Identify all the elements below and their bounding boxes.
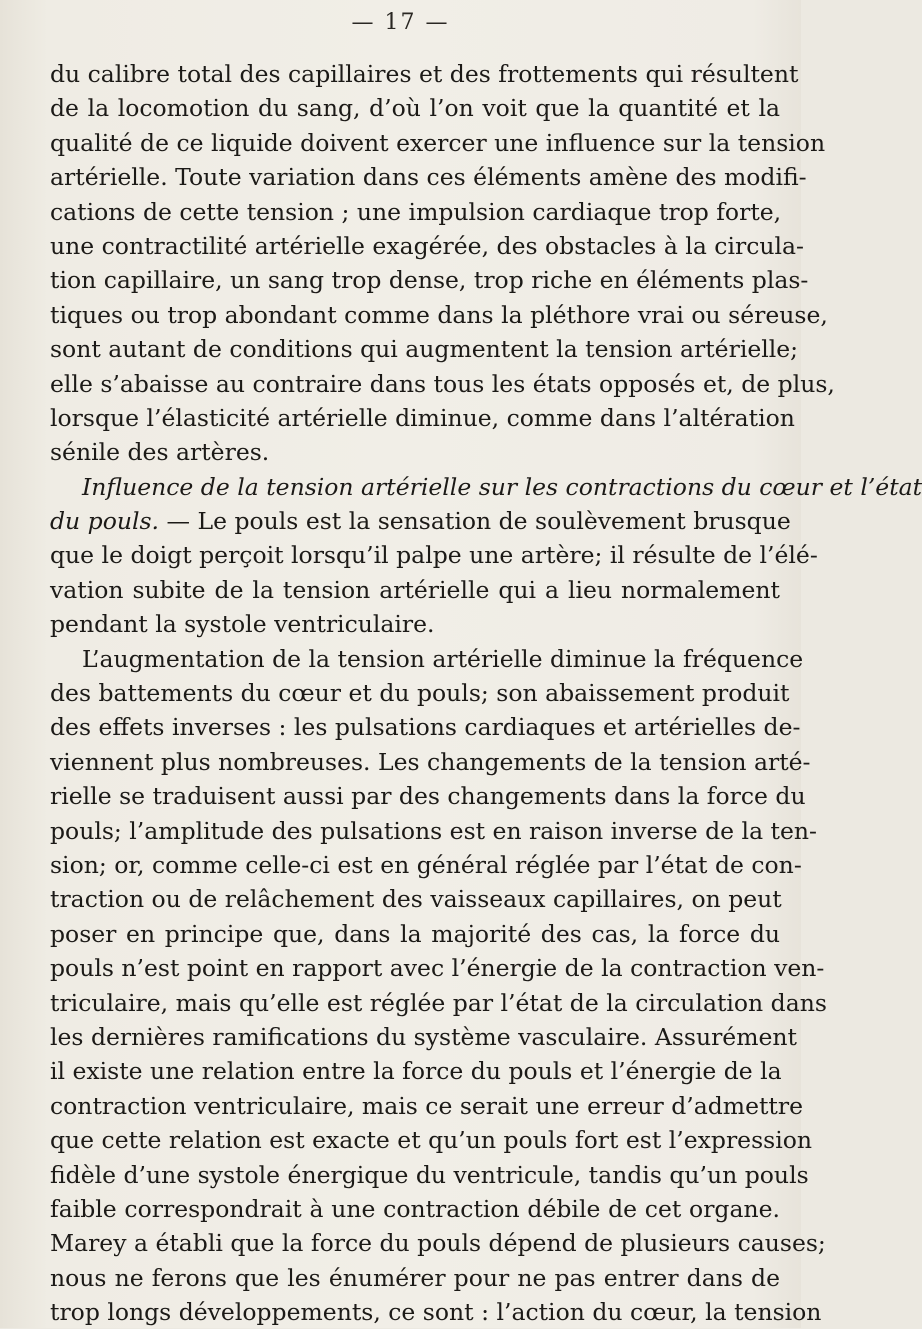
text-line: lorsque l’élasticité artérielle diminue, comme dans l’altération [50, 403, 795, 432]
text-line [50, 504, 791, 538]
text-line: du calibre total des capillaires et des frottements qui résultent [50, 60, 799, 88]
section-heading-end: du pouls. [50, 507, 160, 536]
text-line: triculaire, mais qu’elle est réglée par l’état de la circulation dans [50, 988, 827, 1017]
text-line: pouls; l’amplitude des pulsations est en raison inverse de la ten- [50, 816, 817, 845]
text-line: cations de cette tension ; une impulsion cardiaque trop forte, [50, 197, 782, 226]
text-line: de la locomotion du sang, d’où l’on voit que la quantité et la [50, 94, 780, 123]
text-line: tion capillaire, un sang trop dense, trop riche en éléments plas- [50, 266, 809, 295]
text-line: que cette relation est exacte et qu’un pouls fort est l’expression [50, 1126, 813, 1155]
text-line: tiques ou trop abondant comme dans la pléthore vrai ou séreuse, [50, 300, 828, 329]
section-heading: Influence de la tension artérielle sur les contractions du cœur et l’état [82, 472, 922, 501]
text-line: artérielle. Toute variation dans ces éléments amène des modifi- [50, 163, 807, 192]
text-line: viennent plus nombreuses. Les changements de la tension arté- [50, 747, 811, 776]
text-line: trop longs développements, ce sont : l’action du cœur, la tension [50, 1298, 822, 1327]
text-line: contraction ventriculaire, mais ce serait une erreur d’admettre [50, 1091, 804, 1120]
text-line: sont autant de conditions qui augmentent la tension artérielle; [50, 335, 799, 364]
text-line: pendant la systole ventriculaire. [50, 610, 435, 639]
paragraph-tension-frequence [50, 642, 827, 1329]
text-line: pouls n’est point en rapport avec l’énergie de la contraction ven- [50, 954, 825, 983]
text-line: qualité de ce liquide doivent exercer une influence sur la tension [50, 128, 826, 157]
text-line: nous ne ferons que les énumérer pour ne pas entrer dans de [50, 1263, 780, 1292]
text-line: poser en principe que, dans la majorité des cas, la force du [50, 919, 780, 948]
section-heading-continuation: — Le pouls est la sensation de soulèvement brusque [159, 507, 791, 536]
section-influence-pouls [50, 470, 922, 642]
text-line: des effets inverses : les pulsations cardiaques et artérielles de- [50, 713, 801, 742]
text-line: elle s’abaisse au contraire dans tous les états opposés et, de plus, [50, 369, 835, 398]
text-line: faible correspondrait à une contraction débile de cet organe. [50, 1194, 780, 1223]
paragraph-circulation [50, 57, 835, 470]
text-line: rielle se traduisent aussi par des changements dans la force du [50, 782, 806, 811]
text-line: il existe une relation entre la force du pouls et l’énergie de la [50, 1057, 782, 1086]
text-line: traction ou de relâchement des vaisseaux capillaires, on peut [50, 885, 782, 914]
text-line: L’augmentation de la tension artérielle diminue la fréquence [82, 644, 804, 673]
text-line: sénile des artères. [50, 438, 270, 467]
page-number: — 17 — [351, 10, 450, 35]
text-line: fidèle d’une systole énergique du ventricule, tandis qu’un pouls [50, 1160, 809, 1189]
body-text [50, 57, 922, 1329]
text-line: des battements du cœur et du pouls; son abaissement produit [50, 679, 790, 708]
text-line: sion; or, comme celle-ci est en général réglée par l’état de con- [50, 850, 802, 879]
text-line: que le doigt perçoit lorsqu’il palpe une artère; il résulte de l’élé- [50, 541, 818, 570]
text-line: vation subite de la tension artérielle qui a lieu normalement [50, 575, 780, 604]
text-line: Marey a établi que la force du pouls dépend de plusieurs causes; [50, 1229, 826, 1258]
text-line: les dernières ramifications du système vasculaire. Assurément [50, 1022, 797, 1051]
text-line: une contractilité artérielle exagérée, des obstacles à la circula- [50, 231, 804, 260]
